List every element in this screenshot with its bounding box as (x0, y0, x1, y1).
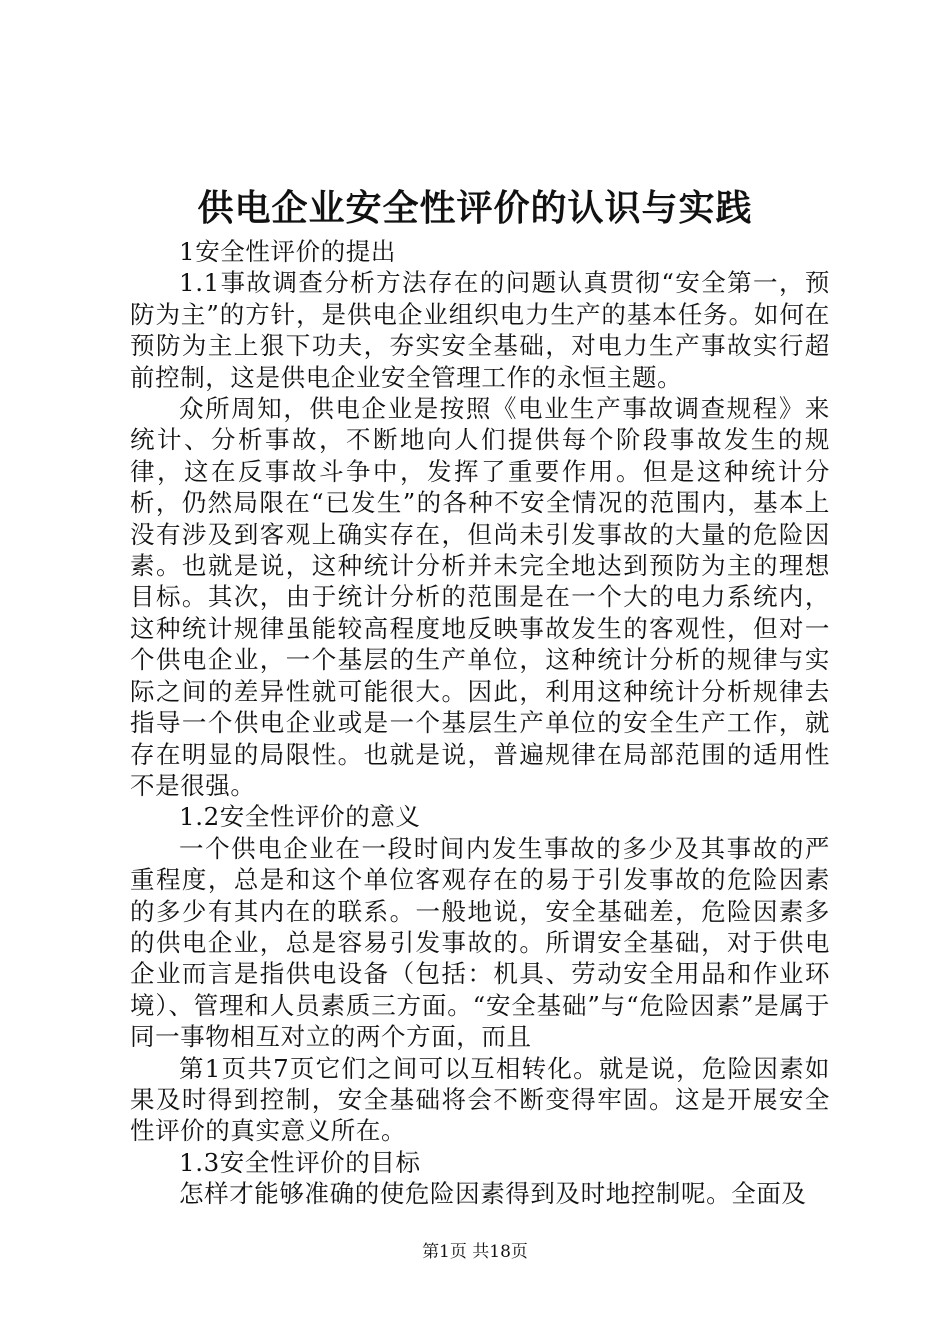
body-paragraph: 众所周知，供电企业是按照《电业生产事故调查规程》来统计、分析事故，不断地向人们提供每个阶段事故发生的规律，这在反事故斗争中，发挥了重要作用。但是这种统计分析，仍然局限在“已发生”的各种不安全情况的范围内，基本上没有涉及到客观上确实存在，但尚未引发事故的大量的危险因素。也就是说，这种统计分析并未完全地达到预防为主的理想目标。其次，由于统计分析的范围是在一个大的电力系统内，这种统计规律虽能较高程度地反映事故发生的客观性，但对一个供电企业，一个基层的生产单位，这种统计分析的规律与实际之间的差异性就可能很大。因此，利用这种统计分析规律去指导一个供电企业或是一个基层生产单位的安全生产工作，就存在明显的局限性。也就是说，普遍规律在局部范围的适用性不是很强。 (130, 394, 830, 800)
document-body (130, 236, 830, 1210)
body-paragraph: 一个供电企业在一段时间内发生事故的多少及其事故的严重程度，总是和这个单位客观存在的易于引发事故的危险因素的多少有其内在的联系。一般地说，安全基础差，危险因素多的供电企业，总是容易引发事故的。所谓安全基础，对于供电企业而言是指供电设备（包括：机具、劳动安全用品和作业环境）、管理和人员素质三方面。“安全基础”与“危险因素”是属于同一事物相互对立的两个方面，而且 (130, 833, 830, 1052)
section-heading-1-3: 1.3安全性评价的目标 (179, 1147, 421, 1177)
section-heading-1-1-paragraph: 1.1事故调查分析方法存在的问题认真贯彻“安全第一，预防为主”的方针，是供电企业组织电力生产的基本任务。如何在预防为主上狠下功夫，夯实安全基础，对电力生产事故实行超前控制，这是供电企业安全管理工作的永恒主题。 (130, 268, 830, 392)
body-paragraph: 第1页共7页它们之间可以互相转化。就是说，危险因素如果及时得到控制，安全基础将会不断变得牢固。这是开展安全性评价的真实意义所在。 (130, 1053, 830, 1146)
page-footer: 第1页 共18页 (422, 1242, 528, 1262)
body-paragraph: 怎样才能够准确的使危险因素得到及时地控制呢。全面及 (179, 1179, 807, 1209)
document-title: 供电企业安全性评价的认识与实践 (197, 187, 753, 229)
section-heading-1-2: 1.2安全性评价的意义 (179, 802, 421, 832)
section-heading-1: 1安全性评价的提出 (179, 237, 396, 266)
